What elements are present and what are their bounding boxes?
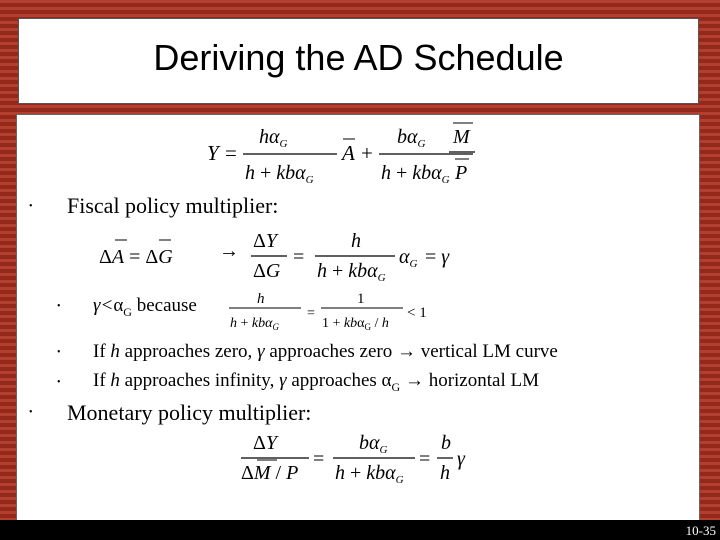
svg-text:h + kbαG: h + kbα$_G$ [317, 260, 386, 284]
svg-text:bαG: $b\alpha_G$ [359, 432, 388, 456]
svg-text:γ: γ [457, 448, 465, 470]
alpha-symbol: α [381, 370, 392, 391]
svg-text:h + kbαG: h + kbα$_G$ [335, 462, 404, 486]
text-segment: → horizontal LM [400, 370, 539, 391]
svg-text:ΔA = ΔG: ΔA = ΔG [99, 246, 173, 268]
alpha-symbol: α [113, 295, 124, 316]
text-segment: approaches zero → vertical LM curve [264, 341, 558, 362]
svg-text:bαG: $b\alpha_G$ [397, 126, 426, 150]
text-segment: If [93, 370, 111, 391]
svg-text:αG: $\alpha_G$ [399, 246, 418, 270]
title-box [18, 18, 699, 104]
svg-text:M: M [453, 126, 470, 148]
svg-text:=: = [307, 306, 315, 321]
svg-text:< 1: < 1 [407, 305, 427, 321]
gamma-lt: γ< [93, 295, 114, 316]
svg-text:=: = [313, 448, 325, 470]
fiscal-multiplier-label: Fiscal policy multiplier: [67, 193, 279, 218]
text-segment: If [93, 341, 111, 362]
bullet-marker: • [57, 377, 61, 388]
text-segment: approaches infinity, [119, 370, 280, 391]
svg-text:=: = [419, 448, 431, 470]
svg-text:+: + [361, 141, 373, 165]
svg-text:hαG: $h\alpha_G$ [259, 126, 288, 150]
svg-text:ΔG: ΔG [253, 260, 281, 282]
svg-text:Y: Y [207, 141, 219, 165]
fiscal-equation [95, 225, 455, 291]
ad-equation [203, 119, 503, 191]
svg-text:h + kbαG: h + kbα$_G$ [230, 316, 279, 332]
alpha-subscript: G [123, 304, 132, 319]
h-zero-line [93, 341, 558, 363]
svg-text:ΔY: ΔY [253, 230, 277, 252]
gamma-line [93, 295, 197, 320]
svg-text:h + kbαG: h + kbα$_G$ [245, 162, 314, 186]
gamma-symbol: γ [257, 341, 265, 362]
gamma-symbol: γ [279, 370, 287, 391]
content-area [16, 114, 700, 520]
svg-text:b: b [441, 432, 451, 454]
monetary-multiplier-label: Monetary policy multiplier: [67, 400, 312, 425]
bullet-marker: • [29, 201, 33, 212]
text-segment: approaches zero, [119, 341, 258, 362]
because-text: because [131, 295, 197, 316]
bullet-marker: • [57, 301, 61, 312]
alpha-subscript: G [391, 379, 401, 394]
h-symbol: h [110, 370, 120, 391]
svg-text:=: = [293, 246, 305, 268]
svg-text:= γ: = γ [425, 246, 450, 268]
h-symbol: h [110, 341, 120, 362]
svg-text:h: h [351, 230, 361, 252]
footer-bar [0, 520, 720, 540]
svg-text:h: h [257, 291, 265, 307]
svg-text:ΔY: ΔY [253, 432, 277, 454]
h-infinity-line [93, 370, 539, 395]
svg-text:P: P [455, 162, 468, 184]
slide-title: Deriving the AD Schedule [153, 37, 564, 78]
svg-text:→: → [219, 240, 239, 262]
svg-text:=: = [225, 141, 237, 165]
svg-text:ΔM / P: ΔM / P [241, 462, 299, 484]
svg-text:A: A [342, 141, 355, 165]
slide-number: 10-35 [685, 523, 716, 538]
monetary-equation [237, 427, 497, 493]
bullet-marker: • [57, 347, 61, 358]
bullet-marker: • [29, 407, 33, 418]
svg-text:h + kbαG: h + kbα$_G$ [381, 162, 450, 186]
gamma-inequality [227, 287, 447, 335]
svg-text:1: 1 [357, 291, 365, 307]
text-segment: approaches [286, 370, 382, 391]
svg-text:1 + kbαG / h: 1 + kbα$_G$ / h [322, 316, 389, 332]
svg-text:h: h [440, 462, 450, 484]
